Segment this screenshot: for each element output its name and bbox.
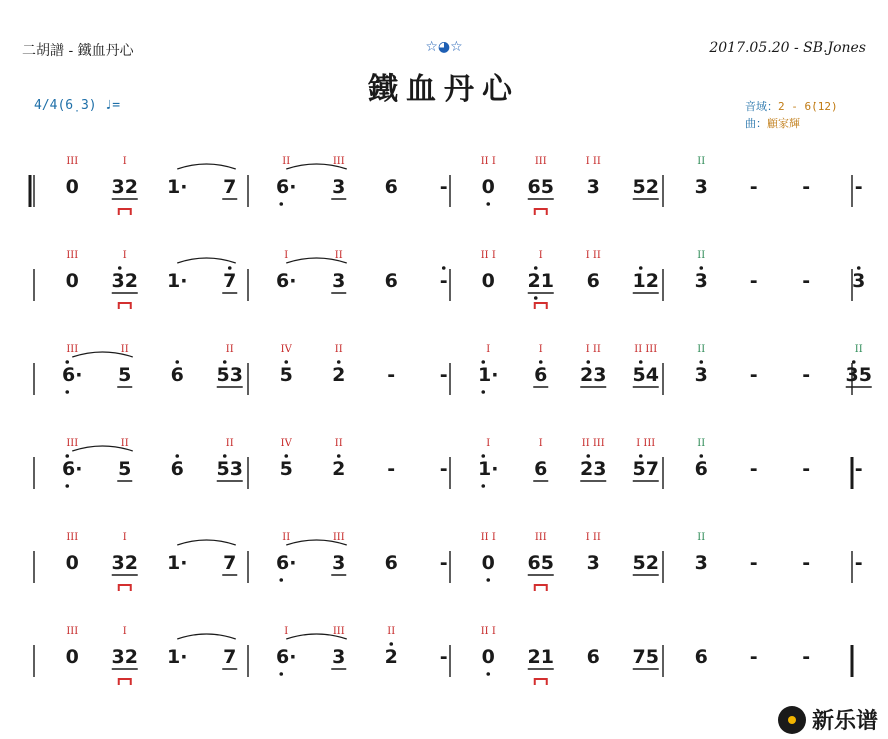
octave-dot-above	[586, 454, 590, 458]
note: -	[749, 176, 758, 198]
note: -	[387, 364, 396, 386]
note: 7	[223, 270, 237, 292]
position-mark: III	[332, 626, 345, 637]
position-mark: I II	[585, 532, 601, 543]
note: 21	[527, 270, 554, 292]
octave-dot-above	[639, 360, 643, 364]
note: 2	[332, 458, 346, 480]
position-mark: II	[225, 344, 234, 355]
range-label: 音域：	[745, 100, 778, 113]
note: 6·	[276, 552, 297, 574]
position-mark: I	[538, 438, 543, 449]
note: 32	[111, 552, 138, 574]
octave-dot-above	[284, 360, 288, 364]
position-mark: II I	[480, 250, 496, 261]
position-mark: I II	[585, 344, 601, 355]
note: 21	[527, 646, 554, 668]
note: -	[802, 458, 811, 480]
octave-dot-below	[65, 390, 69, 394]
note: 3	[586, 176, 600, 198]
note: 0	[481, 176, 495, 198]
note: 3	[694, 270, 708, 292]
note: 12	[632, 270, 659, 292]
octave-dot-above	[699, 454, 703, 458]
position-mark: III	[66, 626, 79, 637]
note: 1·	[167, 270, 188, 292]
note: 1·	[478, 364, 499, 386]
octave-dot-above	[337, 454, 341, 458]
position-mark: I	[486, 438, 491, 449]
note: 7	[223, 552, 237, 574]
octave-dot-above	[539, 360, 543, 364]
octave-dot-above	[65, 360, 69, 364]
note: 0	[65, 176, 79, 198]
composer-name: 顧家輝	[767, 117, 800, 130]
note: -	[439, 552, 448, 574]
position-mark: I	[284, 626, 289, 637]
octave-dot-above	[442, 266, 446, 270]
octave-dot-above	[639, 266, 643, 270]
note: 1·	[167, 176, 188, 198]
octave-dot-above	[857, 266, 861, 270]
down-bow-mark	[535, 303, 547, 309]
down-bow-mark	[119, 209, 131, 215]
note: -	[802, 646, 811, 668]
note: 32	[111, 646, 138, 668]
note: 6	[170, 364, 184, 386]
slur	[177, 540, 236, 545]
watermark	[778, 704, 878, 735]
score-title-left: 二胡譜 - 鐵血丹心	[22, 43, 134, 59]
position-mark: II	[120, 438, 129, 449]
note: 3	[694, 552, 708, 574]
down-bow-mark	[535, 679, 547, 685]
composer-label: 曲：	[745, 117, 767, 130]
position-mark: III	[534, 532, 547, 543]
octave-dot-above	[389, 642, 393, 646]
octave-dot-above	[223, 454, 227, 458]
note: -	[439, 270, 448, 292]
position-mark: I	[538, 344, 543, 355]
note: -	[802, 176, 811, 198]
position-mark: II	[334, 438, 343, 449]
octave-dot-below	[486, 202, 490, 206]
watermark-text: 新乐谱	[811, 709, 878, 734]
octave-dot-below	[279, 672, 283, 676]
note: -	[439, 458, 448, 480]
note: 52	[632, 552, 659, 574]
note: -	[802, 270, 811, 292]
octave-dot-below	[481, 390, 485, 394]
note: -	[854, 552, 863, 574]
octave-dot-above	[639, 454, 643, 458]
note: 3	[694, 364, 708, 386]
position-mark: II I	[480, 156, 496, 167]
position-mark: II I	[480, 532, 496, 543]
position-mark: III	[66, 250, 79, 261]
note: 6	[586, 270, 600, 292]
note: 3	[332, 552, 346, 574]
down-bow-mark	[535, 585, 547, 591]
stars-ornament-icon: ☆◕☆	[425, 39, 463, 55]
note: 1·	[167, 552, 188, 574]
record-disc-icon	[778, 706, 806, 734]
note: 5	[118, 458, 132, 480]
position-mark: I II	[585, 250, 601, 261]
position-mark: II	[697, 438, 706, 449]
note: 6·	[276, 176, 297, 198]
position-mark: II III	[581, 438, 605, 449]
down-bow-mark	[119, 679, 131, 685]
range-value: 2 - 6̇(12)	[778, 100, 838, 113]
note: 53	[216, 364, 243, 386]
octave-dot-above	[699, 266, 703, 270]
note: -	[749, 458, 758, 480]
note: 52	[632, 176, 659, 198]
note: 5	[279, 364, 293, 386]
note: 32	[111, 176, 138, 198]
position-mark: II I	[480, 626, 496, 637]
note: -	[802, 552, 811, 574]
note: 3	[332, 646, 346, 668]
note: 6	[384, 270, 398, 292]
note: 6·	[62, 364, 83, 386]
note: 6	[694, 646, 708, 668]
down-bow-mark	[119, 303, 131, 309]
note: 32	[111, 270, 138, 292]
note: 65	[527, 552, 554, 574]
octave-dot-above	[337, 360, 341, 364]
position-mark: II	[697, 344, 706, 355]
position-mark: I	[122, 156, 127, 167]
position-mark: III	[66, 344, 79, 355]
note: 0	[481, 270, 495, 292]
note: 6	[384, 552, 398, 574]
slur	[177, 164, 236, 169]
note: 0	[65, 646, 79, 668]
octave-dot-below	[486, 578, 490, 582]
note: 3	[586, 552, 600, 574]
position-mark: III	[66, 532, 79, 543]
note: -	[802, 364, 811, 386]
note: 3	[332, 176, 346, 198]
note: -	[749, 646, 758, 668]
position-mark: I	[122, 250, 127, 261]
position-mark: II	[697, 156, 706, 167]
note: 6·	[276, 646, 297, 668]
octave-dot-above	[534, 266, 538, 270]
position-mark: IV	[280, 344, 292, 355]
note: 57	[632, 458, 659, 480]
octave-dot-below	[65, 484, 69, 488]
position-mark: II	[282, 156, 291, 167]
octave-dot-below	[279, 578, 283, 582]
note: 6	[170, 458, 184, 480]
note: 54	[632, 364, 659, 386]
score-date-author: 2017.05.20 - SB.Jones	[709, 40, 866, 56]
note: -	[854, 458, 863, 480]
note: 1·	[167, 646, 188, 668]
note: 6·	[276, 270, 297, 292]
position-mark: II III	[634, 344, 658, 355]
page-title: 鐵血丹心	[368, 72, 520, 107]
position-mark: I III	[636, 438, 656, 449]
note: 2	[332, 364, 346, 386]
note: 35	[845, 364, 872, 386]
note: -	[749, 270, 758, 292]
position-mark: I	[486, 344, 491, 355]
note: 6	[384, 176, 398, 198]
note: -	[439, 176, 448, 198]
note: 3	[694, 176, 708, 198]
down-bow-mark	[119, 585, 131, 591]
note: 6	[534, 458, 548, 480]
octave-dot-above	[481, 454, 485, 458]
position-mark: IV	[280, 438, 292, 449]
octave-dot-below	[486, 672, 490, 676]
position-mark: III	[66, 156, 79, 167]
note: 2	[384, 646, 398, 668]
note: 6	[586, 646, 600, 668]
octave-dot-above	[699, 360, 703, 364]
position-mark: II	[697, 532, 706, 543]
position-mark: II	[854, 344, 863, 355]
note: 0	[65, 270, 79, 292]
note: 65	[527, 176, 554, 198]
note: -	[749, 552, 758, 574]
note: 5	[279, 458, 293, 480]
position-mark: II	[387, 626, 396, 637]
octave-dot-below	[481, 484, 485, 488]
position-mark: III	[534, 156, 547, 167]
octave-dot-above	[118, 266, 122, 270]
position-mark: I II	[585, 156, 601, 167]
octave-dot-above	[852, 360, 856, 364]
note: 3	[332, 270, 346, 292]
position-mark: III	[332, 532, 345, 543]
note: 75	[632, 646, 659, 668]
note: -	[854, 176, 863, 198]
octave-dot-above	[65, 454, 69, 458]
slur	[177, 258, 236, 263]
position-mark: II	[334, 250, 343, 261]
note: -	[749, 364, 758, 386]
octave-dot-above	[284, 454, 288, 458]
note: 6·	[62, 458, 83, 480]
note: 0	[481, 646, 495, 668]
position-mark: II	[225, 438, 234, 449]
octave-dot-below	[534, 296, 538, 300]
tempo-marking: 4/4(6̣ 3) ♩=	[34, 98, 121, 113]
note: 3	[852, 270, 866, 292]
note: 7	[223, 176, 237, 198]
position-mark: III	[332, 156, 345, 167]
note: 0	[481, 552, 495, 574]
position-mark: I	[122, 626, 127, 637]
note: 53	[216, 458, 243, 480]
position-mark: III	[66, 438, 79, 449]
note: 23	[580, 458, 607, 480]
note: -	[439, 364, 448, 386]
octave-dot-above	[175, 454, 179, 458]
octave-dot-above	[175, 360, 179, 364]
position-mark: I	[538, 250, 543, 261]
note: 6	[694, 458, 708, 480]
note: 1·	[478, 458, 499, 480]
note: 0	[65, 552, 79, 574]
position-mark: I	[122, 532, 127, 543]
down-bow-mark	[535, 209, 547, 215]
octave-dot-above	[481, 360, 485, 364]
note: 23	[580, 364, 607, 386]
position-mark: II	[120, 344, 129, 355]
position-mark: II	[334, 344, 343, 355]
position-mark: II	[282, 532, 291, 543]
octave-dot-above	[228, 266, 232, 270]
position-mark: I	[284, 250, 289, 261]
octave-dot-above	[223, 360, 227, 364]
note: -	[439, 646, 448, 668]
note: 6	[534, 364, 548, 386]
octave-dot-below	[279, 202, 283, 206]
note: 5	[118, 364, 132, 386]
slur	[177, 634, 236, 639]
octave-dot-above	[586, 360, 590, 364]
position-mark: II	[697, 250, 706, 261]
note: -	[387, 458, 396, 480]
note: 7	[223, 646, 237, 668]
